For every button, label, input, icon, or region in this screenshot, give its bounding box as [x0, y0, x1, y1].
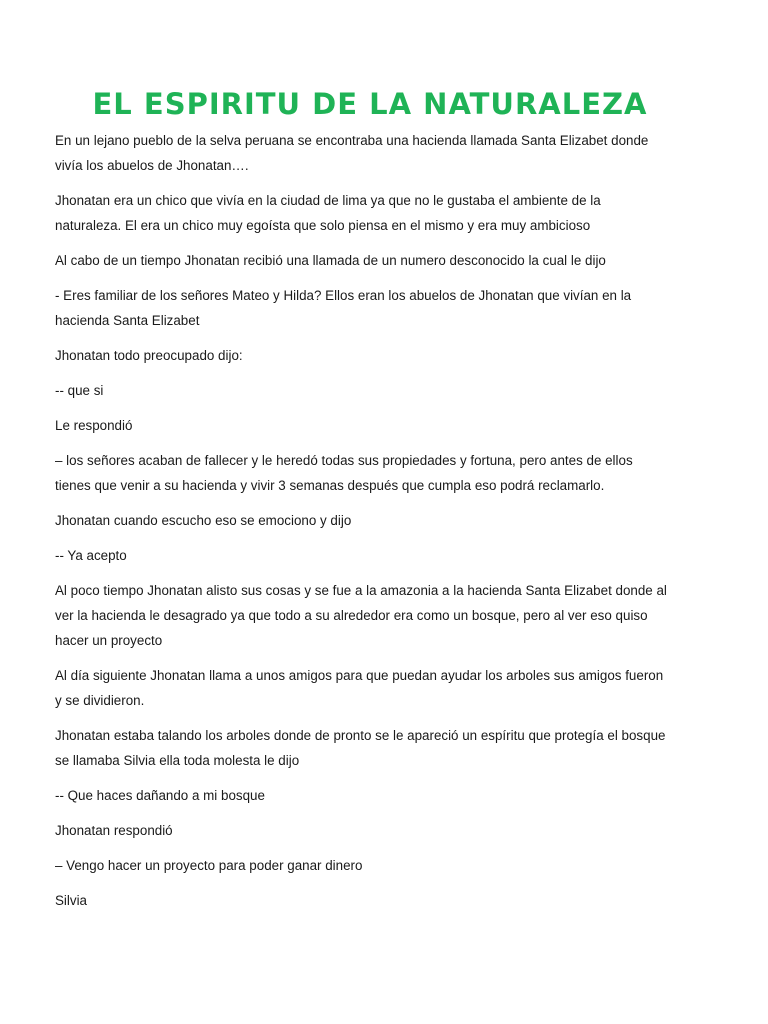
paragraph: Al poco tiempo Jhonatan alisto sus cosas y se fue a la amazonia a la hacienda Santa Elizabet donde al ver la hacienda le desagrado ya que todo a su alrededor era como un bosque, pero al ver eso quiso hacer un proyecto — [55, 583, 667, 648]
paragraph: Jhonatan todo preocupado dijo: — [55, 348, 243, 363]
paragraph: Jhonatan era un chico que vivía en la ciudad de lima ya que no le gustaba el ambiente de la naturaleza. El era un chico muy egoísta que solo piensa en el mismo y era muy ambicioso — [55, 193, 601, 233]
paragraph: -- Ya acepto — [55, 548, 127, 563]
paragraph: En un lejano pueblo de la selva peruana se encontraba una hacienda llamada Santa Elizabet donde vivía los abuelos de Jhonatan…. — [55, 133, 649, 173]
document-body — [55, 128, 670, 923]
paragraph: Jhonatan respondió — [55, 823, 173, 838]
document-title: EL ESPIRITU DE LA NATURALEZA — [92, 87, 648, 121]
paragraph: – Vengo hacer un proyecto para poder ganar dinero — [55, 858, 363, 873]
paragraph: – los señores acaban de fallecer y le heredó todas sus propiedades y fortuna, pero antes de ellos tienes que venir a su hacienda y vivir 3 semanas después que cumpla eso podrá reclamarlo. — [55, 453, 633, 493]
paragraph: - Eres familiar de los señores Mateo y Hilda? Ellos eran los abuelos de Jhonatan que vivían en la hacienda Santa Elizabet — [55, 288, 632, 328]
paragraph: -- Que haces dañando a mi bosque — [55, 788, 265, 803]
paragraph: -- que si — [55, 383, 104, 398]
paragraph: Al día siguiente Jhonatan llama a unos amigos para que puedan ayudar los arboles sus amigos fueron y se dividieron. — [55, 668, 664, 708]
paragraph: Al cabo de un tiempo Jhonatan recibió una llamada de un numero desconocido la cual le dijo — [55, 253, 606, 268]
paragraph: Le respondió — [55, 418, 133, 433]
paragraph: Jhonatan cuando escucho eso se emociono y dijo — [55, 513, 352, 528]
paragraph: Silvia — [55, 893, 87, 908]
paragraph: Jhonatan estaba talando los arboles donde de pronto se le apareció un espíritu que protegía el bosque se llamaba Silvia ella toda molesta le dijo — [55, 728, 666, 768]
